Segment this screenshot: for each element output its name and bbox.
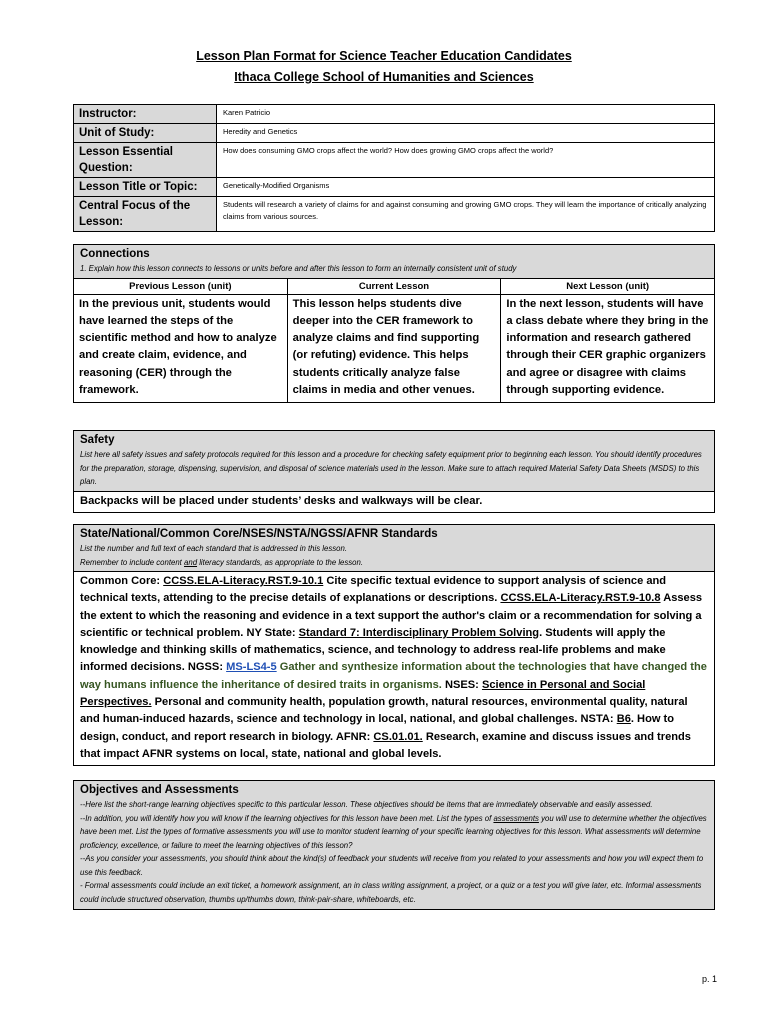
column-body: In the previous unit, students would have learned the steps of the scientific method and how to analyze and create claim, evidence, and reasoning (CER) through the framework.	[79, 297, 277, 396]
info-row-focus	[74, 197, 715, 232]
standards-instruction: List the number and full text of each standard that is addressed in this lesson. Remember to include content and literacy standards, as appropriate to the lesson.	[80, 544, 364, 567]
ngss-label: NGSS:	[187, 661, 227, 674]
safety-instruction: List here all safety issues and safety protocols required for this lesson and a procedure for checking safety equipment prior to beginning each lesson. You should identify procedures for the preparation, storage, dispensing, supervision, and disposal of science materials used in the lesson. Make sure to attach required Material Safety Data Sheets (MSDS) to this plan.	[80, 450, 702, 486]
objectives-section	[73, 780, 715, 910]
info-value: Karen Patricio	[217, 105, 715, 124]
safety-body: Backpacks will be placed under students’ desks and walkways will be clear.	[74, 491, 714, 512]
info-label: Lesson Essential Question:	[74, 143, 217, 178]
nses-label: NSES:	[444, 678, 482, 691]
info-row-title	[74, 178, 715, 197]
objectives-line-1: --Here list the short-range learning objectives specific to this particular lesson. These objectives should be items that are immediately observable and easily assessed.	[80, 800, 653, 809]
column-header: Previous Lesson (unit)	[74, 279, 287, 295]
nsta-label: NSTA:	[580, 713, 617, 726]
info-label: Lesson Title or Topic:	[74, 178, 217, 197]
document-title: Lesson Plan Format for Science Teacher Education Candidates	[196, 49, 572, 63]
info-label: Instructor:	[74, 105, 217, 124]
current-lesson-column	[287, 279, 501, 403]
objectives-line-2: --In addition, you will identify how you will know if the learning objectives for this lesson have been met. List the types of assessments you will use to determine whether the objectives have been met. List the types of formative assessments you will use to monitor student learning of your specific learning objectives for this lesson. What assessments will determine proficiency, excellence, or failure to meet the learning objectives of this lesson?	[80, 813, 707, 850]
info-value: How does consuming GMO crops affect the world? How does growing GMO crops affect the world?	[217, 143, 715, 178]
info-row-instructor	[74, 105, 715, 124]
connections-instruction: 1. Explain how this lesson connects to lessons or units before and after this lesson to form an internally consistent unit of study	[80, 264, 517, 273]
info-label: Central Focus of the Lesson:	[74, 197, 217, 232]
page-number: p. 1	[702, 974, 718, 984]
info-label: Unit of Study:	[74, 124, 217, 143]
safety-title: Safety	[80, 434, 115, 446]
objectives-title: Objectives and Assessments	[80, 784, 239, 796]
afnr-cs-link[interactable]: CS.01.01.	[373, 730, 423, 743]
connections-title: Connections	[80, 248, 150, 260]
column-body: This lesson helps students dive deeper into the CER framework to analyze claims and find supporting (or refuting) evidence. This helps students critically analyze false claims in media and other venues.	[292, 297, 480, 396]
info-value: Heredity and Genetics	[217, 124, 715, 143]
nses-standard-link[interactable]: Science in Personal and Social Perspectives.	[80, 678, 646, 709]
info-row-question	[74, 143, 715, 178]
info-value: Genetically-Modified Organisms	[217, 178, 715, 197]
nsta-b6-link[interactable]: B6	[616, 713, 631, 726]
afnr-label: AFNR:	[335, 730, 374, 743]
standards-body: Common Core: CCSS.ELA-Literacy.RST.9-10.1 Cite specific textual evidence to support analysis of science and technical texts, attending to the precise details of explanations or descriptions. CCSS.ELA-Literacy.RST.9-10.8 Assess the extent to which the reasoning and evidence in a text support the author's claim or a recommendation for solving a scientific or technical problem. NY State: Standard 7: Interdisciplinary Problem Solving. Students will apply the knowledge and thinking skills of mathematics, science, and technology to address real-life problems and make informed decisions. NGSS: MS-LS4-5 Gather and synthesize information about the technologies that have changed the way humans influence the inheritance of desired traits in organisms. NSES: Science in Personal and Social Perspectives. Personal and community health, population growth, natural resources, environmental quality, natural and human-induced hazards, science and technology in local, national, and global challenges. NSTA: B6. How to design, conduct, and report research in biology. AFNR: CS.01.01. Research, examine and discuss issues and trends that impact AFNR systems on local, state, national and global levels.	[74, 571, 714, 765]
next-lesson-column	[500, 279, 714, 403]
common-core-label: Common Core:	[80, 575, 164, 587]
lesson-info-table	[73, 104, 715, 232]
ny-state-label: NY State:	[246, 626, 299, 639]
ccss-rst-1-link[interactable]: CCSS.ELA-Literacy.RST.9-10.1	[163, 575, 324, 587]
column-header: Current Lesson	[288, 279, 501, 295]
standards-title: State/National/Common Core/NSES/NSTA/NGSS/AFNR Standards	[80, 528, 438, 540]
objectives-line-4: - Formal assessments could include an exit ticket, a homework assignment, an in class writing assignment, a project, or a quiz or a test you will give later, etc. Informal assessments could include structured observation, thumbs up/thumbs down, think-pair-share, whiteboards, etc.	[80, 881, 702, 904]
info-value: Students will research a variety of claims for and against consuming and growing GMO crops. They will learn the importance of critically analyzing claims from various sources.	[217, 197, 715, 232]
document-subtitle: Ithaca College School of Humanities and Sciences	[234, 70, 534, 84]
column-header: Next Lesson (unit)	[501, 279, 714, 295]
info-row-unit	[74, 124, 715, 143]
ccss-rst-8-link[interactable]: CCSS.ELA-Literacy.RST.9-10.8	[500, 592, 661, 605]
previous-lesson-column	[74, 279, 287, 403]
ny-standard-7-link[interactable]: Standard 7: Interdisciplinary Problem Solving	[298, 626, 540, 639]
column-body: In the next lesson, students will have a class debate where they bring in the information and research gathered through their CER graphic organizers and agree or disagree with claims through supporting evidence.	[506, 297, 709, 396]
objectives-line-3: --As you consider your assessments, you should think about the kind(s) of feedback your students will receive from you related to your assessments and how you will expect them to use this feedback.	[80, 854, 704, 877]
safety-section	[73, 430, 715, 513]
connections-section	[73, 244, 715, 403]
ngss-ms-ls4-5-link[interactable]: MS-LS4-5	[226, 661, 277, 674]
standards-section	[73, 524, 715, 766]
